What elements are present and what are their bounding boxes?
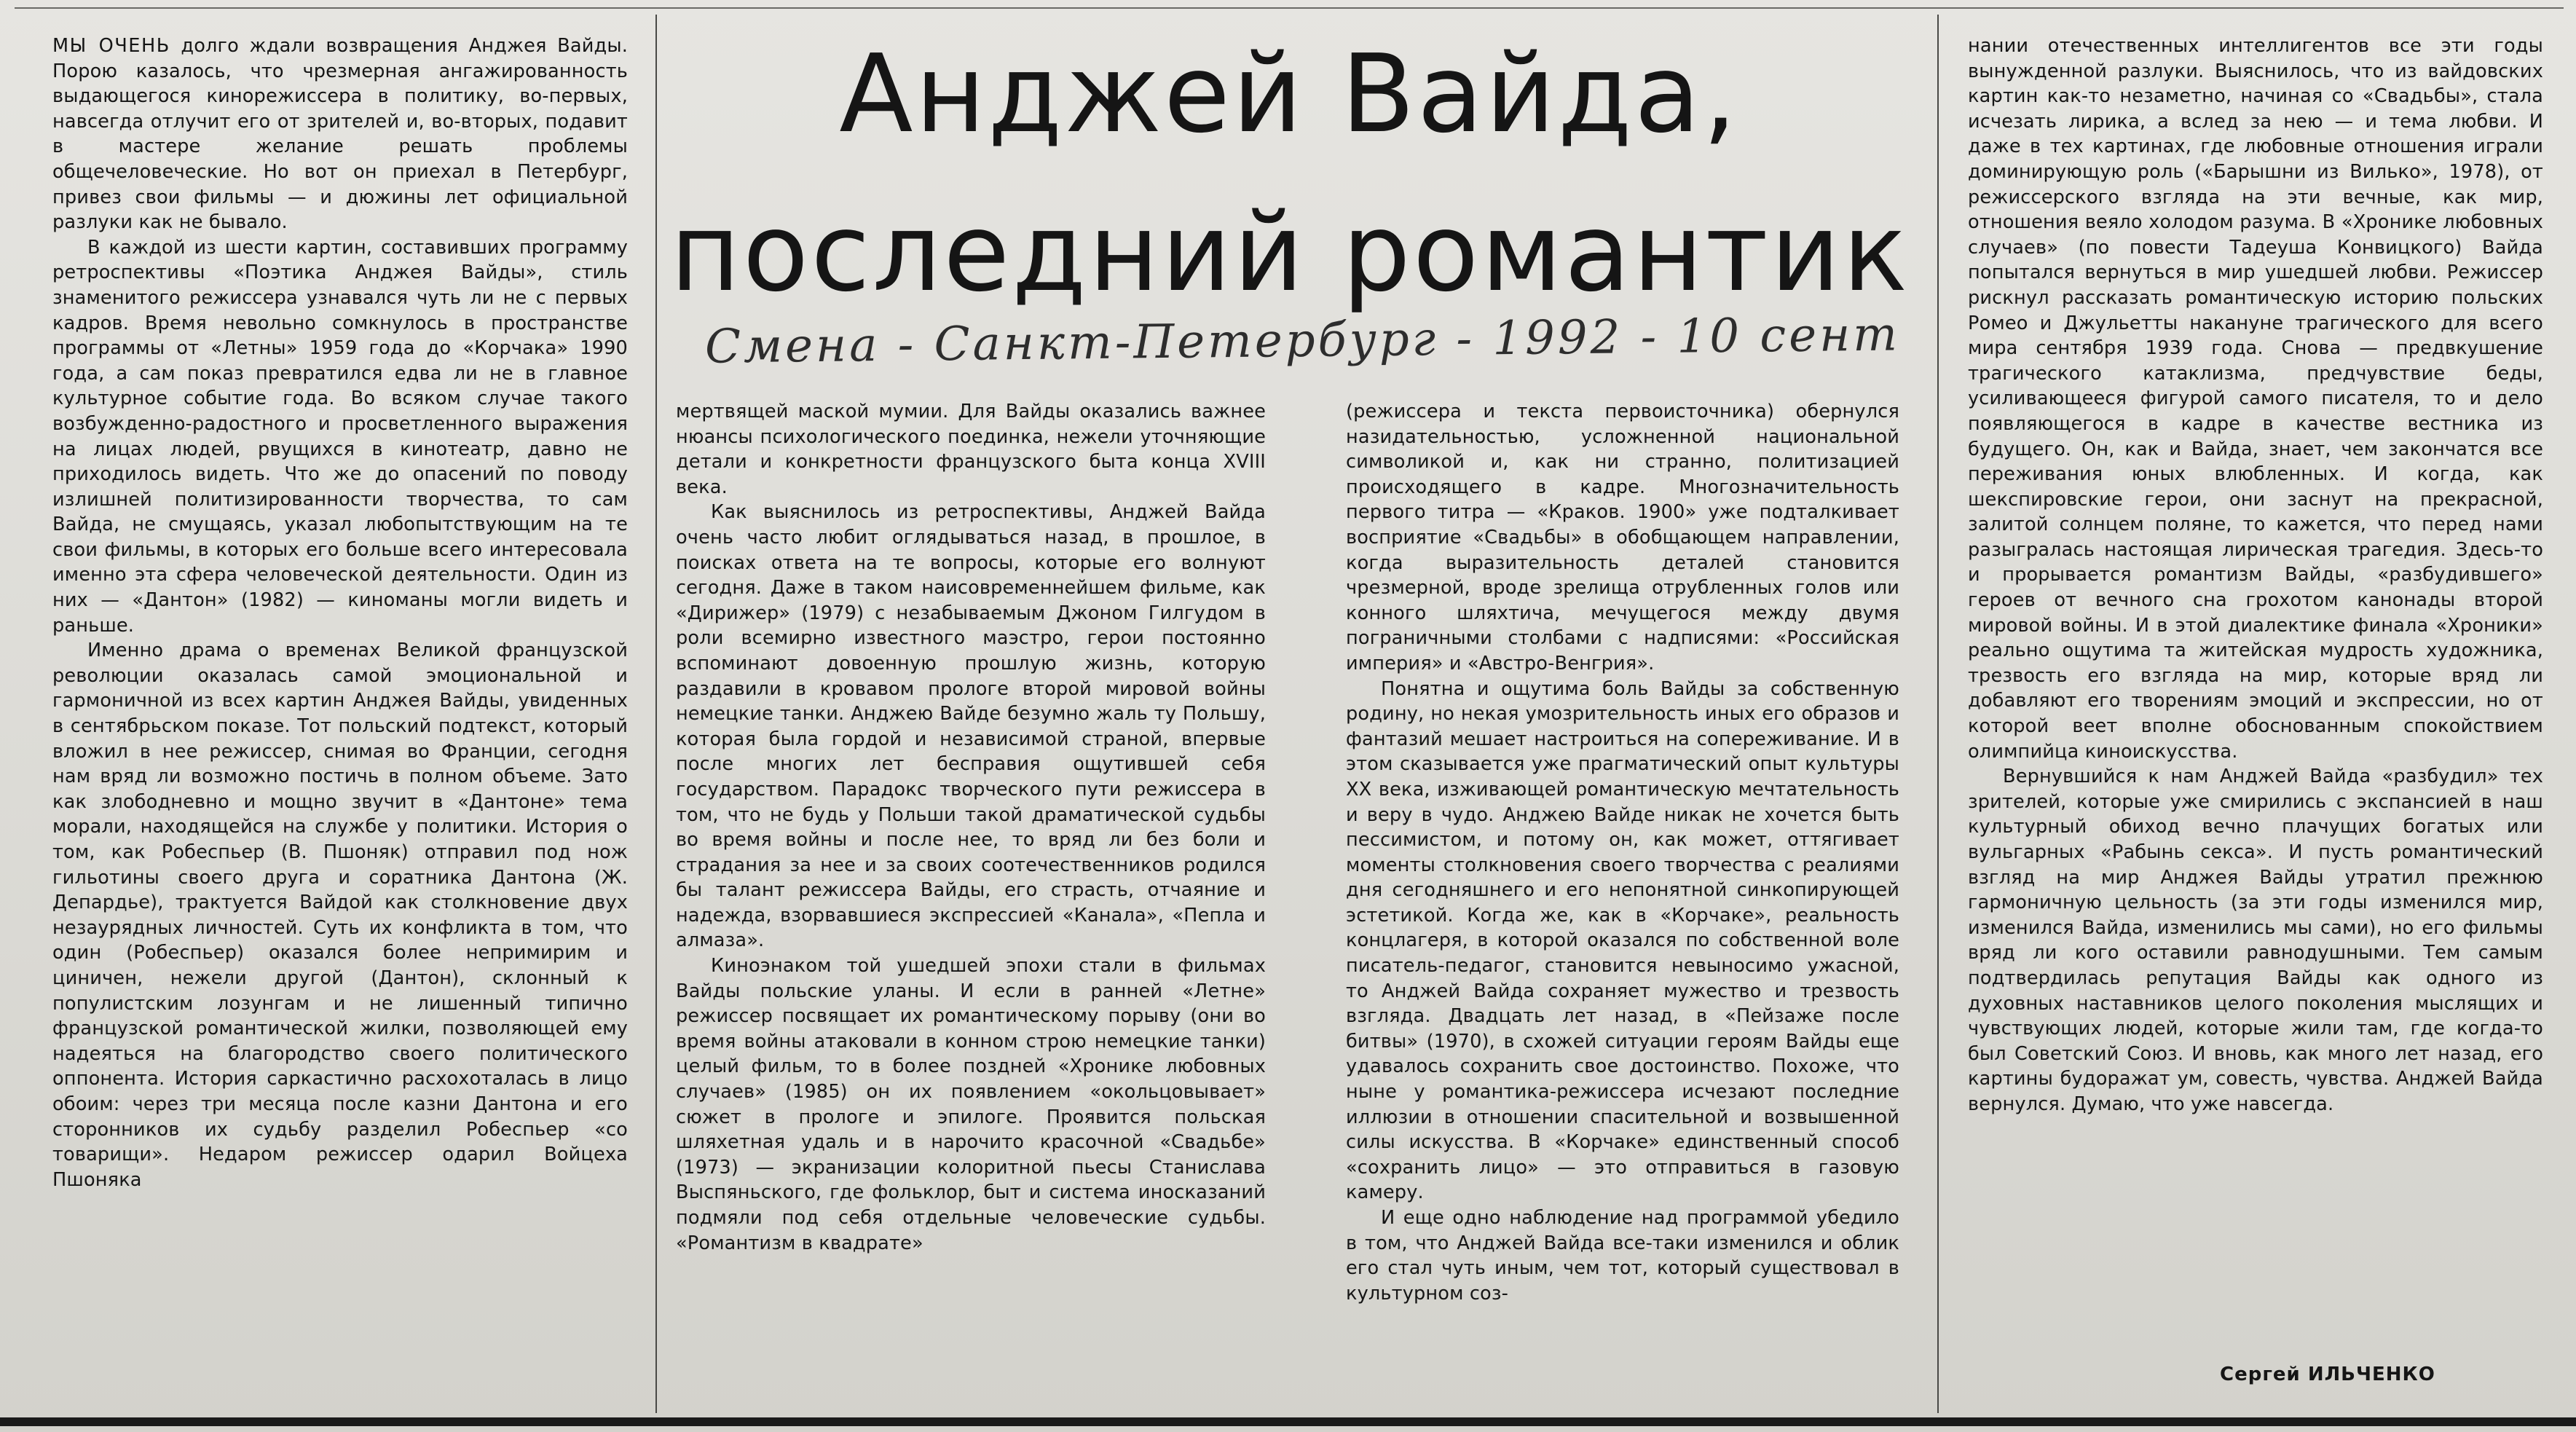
column-divider <box>1937 15 1939 1413</box>
lead-in: МЫ ОЧЕНЬ <box>52 35 170 57</box>
paragraph: Понятна и ощутима боль Вайды за собственную родину, но некая умозрительность иных его образов и фантазий мешает настроиться на сопереживание. И в этом сказывается уже прагматический опыт культуры XX века, изживающей романтическую мечтательность и веру в чудо. Анджею Вайде никак не хочется быть пессимистом, и потому он, как может, оттягивает моменты столкновения своего творчества с реалиями дня сегодняшнего и его непонятной синкопирующей эстетикой. Когда же, как в «Корчаке», реальность концлагеря, в которой оказался по собственной воле писатель-педагог, становится невыносимо ужасной, то Анджей Вайда сохраняет мужество и трезвость взгляда. Двадцать лет назад, в «Пейзаже после битвы» (1970), в схожей ситуации героям Вайды еще удавалось сохранить свое достоинство. Похоже, что ныне у романтика-режиссера исчезают последние иллюзии в отношении спасительной и возвышенной силы искусства. В «Корчаке» единственный способ «сохранить лицо» — это отправиться в газовую камеру. <box>1346 677 1899 1204</box>
column-divider <box>655 15 657 1413</box>
paragraph: Киноэнаком той ушедшей эпохи стали в фильмах Вайды польские уланы. И если в ранней «Летне» режиссер посвящает их романтическому порыву (они во время войны атаковали в конном строю немецкие танки) целый фильм, то в более поздней «Хронике любовных случаев» (1985) он их появлением «окольцовывает» сюжет в прологе и эпилоге. Проявится польская шляхетная удаль и в нарочито красочной «Свадьбе» (1973) — экранизации колоритной пьесы Станислава Выспяньского, где фольклор, быт и система иносказаний подмяли под себя отдельные человеческие судьбы. «Романтизм в квадрате» <box>676 955 1266 1254</box>
paragraph <box>52 34 628 235</box>
paragraph: В каждой из шести картин, составивших программу ретроспективы «Поэтика Анджея Вайды», стиль знаменитого режиссера узнавался чуть ли не с первых кадров. Время невольно сомкнулось в пространстве программы от «Летны» 1959 года до «Корчака» 1990 года, а сам показ превратился едва ли не в главное культурное событие года. Во всяком случае такого возбужденно-радостного и просветленного выражения на лицах людей, рвущихся в кинотеатр, давно не приходилось видеть. Что же до опасений по поводу излишней политизированности творчества, то сам Вайда, не смущаясь, указал любопытствующим на те свои фильмы, в которых его больше всего интересовала именно эта сфера человеческой деятельности. Один из них — «Дантон» (1982) — киноманы могли видеть и раньше. <box>52 236 628 637</box>
paragraph: И еще одно наблюдение над программой убедило в том, что Анджей Вайда все-таки изменился и облик его стал чуть иным, чем тот, который существовал в культурном соз- <box>1346 1207 1899 1305</box>
bottom-rule <box>0 1417 2576 1426</box>
article-column-1 <box>52 34 628 1192</box>
paragraph: нании отечественных интеллигентов все эти годы вынужденной разлуки. Выяснилось, что из вайдовских картин как-то незаметно, начиная со «Свадьбы», стала исчезать лирика, а вслед за нею — и тема любви. И даже в тех картинах, где любовные отношения играли доминирующую роль («Барышни из Вилько», 1978), от режиссерского взгляда на эти вечные, как мир, отношения веяло холодом разума. В «Хронике любовных случаев» (по повести Тадеуша Конвицкого) Вайда попытался вернуться в мир ушедшей любви. Режиссер рискнул рассказать романтическую историю польских Ромео и Джульетты накануне трагического для всего мира сентября 1939 года. Снова — предвкушение трагического катаклизма, предчувствие беды, усиливающееся фигурой самого писателя, то и дело появляющегося в кадре в качестве вестника из будущего. Он, как и Вайда, знает, чем закончатся все переживания юных влюбленных. И когда, как шекспировские герои, они заснут на прекрасной, залитой солнцем поляне, то кажется, что перед нами разыгралась настоящая лирическая трагедия. Здесь-то и прорывается романтизм Вайды, «разбудившего» героев от вечного сна грохотом канонады второй мировой войны. И в этой диалектике финала «Хроники» реально ощутима та житейская мудрость художника, трезвость его взгляда на мир, которые вряд ли добавляют его творениям эмоций и экспрессии, но от которой веет вполне обоснованным спокойствием олимпийца киноискусства. <box>1968 35 2543 763</box>
article-column-4 <box>1968 34 2543 1117</box>
paragraph: Именно драма о временах Великой французской революции оказалась самой эмоциональной и гармоничной из всех картин Анджея Вайды, увиденных в сентябрьском показе. Тот польский подтекст, который вложил в нее режиссер, снимая во Франции, сегодня нам вряд ли возможно постичь в полном объеме. Зато как злободневно и мощно звучит в «Дантоне» тема морали, находящейся на службе у политики. История о том, как Робеспьер (В. Пшоняк) отправил под нож гильотины своего друга и соратника Дантона (Ж. Депардье), трактуется Вайдой как столкновение двух незаурядных личностей. Суть их конфликта в том, что один (Робеспьер) оказался более непримирим и циничен, нежели другой (Дантон), склонный к популистским лозунгам и не лишенный типично французской романтической жилки, позволяющей ему надеяться на благородство своего политического оппонента. История саркастично расхохоталась в лицо обоим: через три месяца после казни Дантона и его сторонников их судьбу разделил Робеспьер «со товарищи». Недаром режиссер одарил Войцеха Пшоняка <box>52 640 628 1191</box>
author-signature: Сергей ИЛЬЧЕНКО <box>2220 1364 2435 1385</box>
headline-line-2: последний романтик <box>670 190 1910 315</box>
article-column-2 <box>676 399 1266 1256</box>
paragraph: мертвящей маской мумии. Для Вайды оказались важнее нюансы психологического поединка, нежели уточняющие детали и конкретности французского быта конца XVIII века. <box>676 401 1266 498</box>
paragraph: (режиссера и текста первоисточника) обернулся назидательностью, усложненной национальной символикой и, как ни странно, политизацией происходящего в кадре. Многозначительность первого титра — «Краков. 1900» уже подталкивает восприятие «Свадьбы» в обобщающем направлении, когда выразительность деталей становится чрезмерной, вроде зрелища отрубленных голов или конного шляхтича, мечущегося между двумя пограничными столбами с надписями: «Российская империя» и «Австро-Венгрия». <box>1346 401 1899 674</box>
paragraph-text: долго ждали возвращения Анджея Вайды. Порою казалось, что чрезмерная ангажированность выдающегося кинорежиссера в политику, во-первых, навсегда отлучит его от зрителей и, во-вторых, подавит в мастере желание решать проблемы общечеловеческие. Но вот он приехал в Петербург, привез свои фильмы — и дюжины лет официальной разлуки как не бывало. <box>52 35 628 234</box>
headline-line-1: Анджей Вайда, <box>839 31 1739 157</box>
top-rule <box>15 7 2564 9</box>
paragraph: Как выяснилось из ретроспективы, Анджей Вайда очень часто любит оглядываться назад, в прошлое, в поисках ответа на те вопросы, которые его волнуют сегодня. Даже в таком наисовременнейшем фильме, как «Дирижер» (1979) с незабываемым Джоном Гилгудом в роли всемирно известного маэстро, герои постоянно вспоминают довоенную прошлую жизнь, которую раздавили в кровавом прологе второй мировой войны немецкие танки. Анджею Вайде безумно жаль ту Польшу, которая была гордой и независимой страной, впервые после многих лет бесправия ощутившей себя государством. Парадокс творческого пути режиссера в том, что не будь у Польши такой драматической судьбы во время войны и после нее, то вряд ли без боли и страдания за нее и за своих соотечественников родился бы талант режиссера Вайды, его страсть, отчаяние и надежда, взорвавшиеся экспрессией «Канала», «Пепла и алмаза». <box>676 501 1266 952</box>
paragraph: Вернувшийся к нам Анджей Вайда «разбудил» тех зрителей, которые уже смирились с экспансией в наш культурный обиход вечно плачущих богатых или вульгарных «Рабынь секса». И пусть романтический взгляд на мир Анджея Вайды утратил прежнюю гармоничную цельность (за эти годы изменился мир, изменился Вайда, изменились мы сами), но его фильмы вряд ли кого оставили равнодушными. Тем самым подтвердилась репутация Вайды как одного из духовных наставников целого поколения мыслящих и чувствующих людей, которые жили там, где когда-то был Советский Союз. И вновь, как много лет назад, его картины будоражат ум, совесть, чувства. Анджей Вайда вернулся. Думаю, что уже навсегда. <box>1968 766 2543 1115</box>
article-column-3 <box>1346 399 1899 1306</box>
handwritten-note: Смена - Санкт-Петербург - 1992 - 10 сент <box>704 307 1901 374</box>
